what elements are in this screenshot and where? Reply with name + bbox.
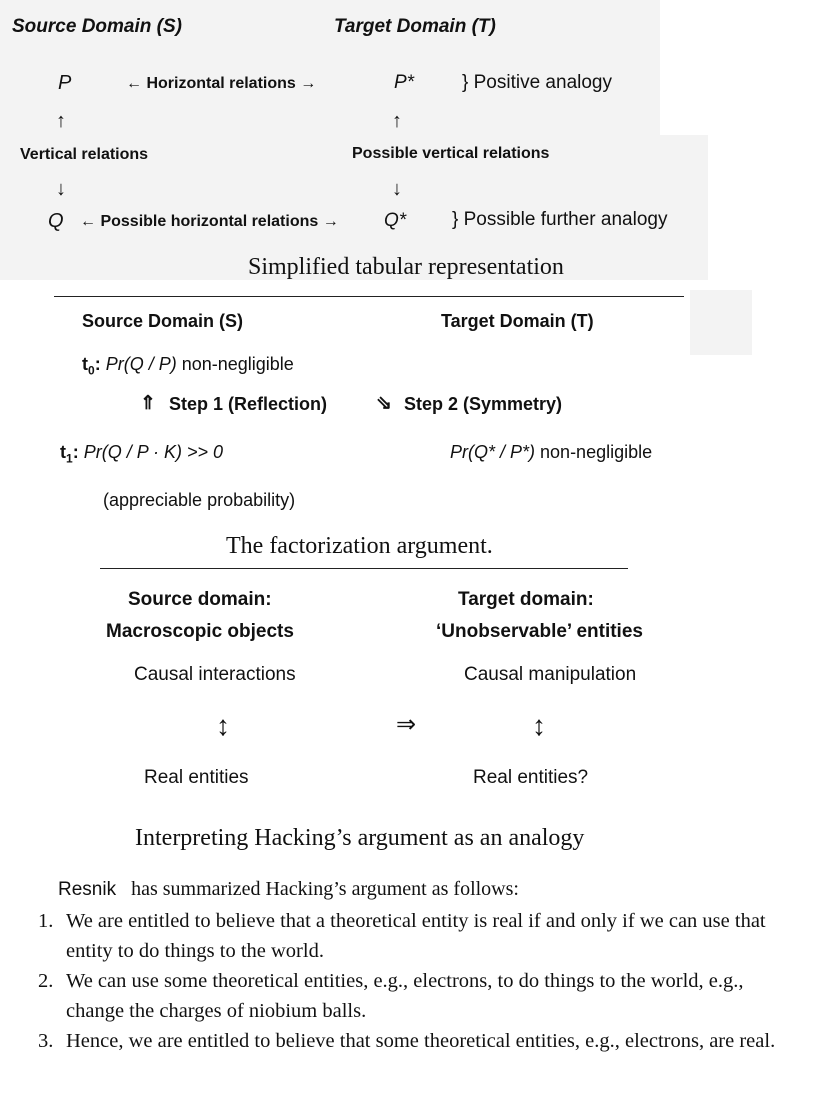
author-name: Resnik [58,879,117,900]
double-down-right-arrow-icon: ⇘ [376,393,392,414]
step1-reflection-label: Step 1 (Reflection) [169,394,328,414]
t0-expression: Pr(Q / P) [105,354,177,374]
p-star-term: P* [394,72,415,93]
vertical-relations-label: Vertical relations [20,146,149,163]
up-down-arrow-icon: ↕ [216,710,230,741]
source-domain-header: Source Domain (S) [82,311,244,331]
list-item-number: 3. [38,1030,54,1052]
argument-list [38,906,798,1056]
real-entities-question-label: Real entities? [473,767,589,788]
source-domain-header: Source Domain (S) [12,16,182,37]
list-item [38,1026,798,1056]
divider-line [54,296,684,297]
scan-shade-side [690,290,752,355]
horizontal-relations-label: ← Horizontal relations → [126,75,317,92]
possible-horizontal-relations-label: ← Possible horizontal relations → [80,213,339,230]
list-item-text: We are entitled to believe that a theoretical entity is real if and only if we can use that entity to do things to the world. [66,910,766,962]
caption-factorization-argument: The factorization argument. [226,533,493,559]
positive-analogy-label: } Positive analogy [462,72,612,93]
list-item [38,906,798,966]
caption-tabular-representation: Simplified tabular representation [248,254,564,280]
divider-line [100,568,628,569]
step2-symmetry-label: Step 2 (Symmetry) [404,394,563,414]
t1-label: t [60,442,66,462]
t0-label: t [82,354,88,374]
t0-statement: $t_0$: Pr(Q / P) non-negligible [82,354,294,378]
target-statement [450,442,652,463]
target-domain-header: Target Domain (T) [334,16,496,37]
list-item-number: 1. [38,910,54,932]
possible-vertical-relations-label: Possible vertical relations [352,145,550,162]
list-item-text: We can use some theoretical entities, e.g., electrons, to do things to the world, e.g., change the charges of niobium balls. [66,970,744,1022]
down-arrow-icon: ↓ [56,178,66,200]
t1-statement: $t_1$: Pr(Q / P · K) >> 0 [60,442,224,466]
summary-intro [58,878,519,901]
target-expression: Pr(Q* / P*) [450,442,536,462]
t0-subscript: 0 [88,363,95,378]
q-term: Q [48,210,64,232]
further-analogy-label: } Possible further analogy [452,209,668,230]
up-down-arrow-icon: ↕ [532,710,546,741]
source-domain-title: Source domain: [128,589,272,610]
list-item-number: 2. [38,970,54,992]
target-domain-header: Target Domain (T) [441,311,594,331]
t1-subscript: 1 [66,451,73,466]
down-arrow-icon: ↓ [392,178,402,200]
real-entities-label: Real entities [144,767,249,788]
causal-manipulation-label: Causal manipulation [464,664,637,685]
t1-expression: Pr(Q / P · K) >> 0 [83,442,224,462]
t0-qualifier: non-negligible [181,354,294,374]
appreciable-probability-note: (appreciable probability) [103,490,296,510]
causal-interactions-label: Causal interactions [134,664,296,685]
up-arrow-icon: ↑ [392,110,402,132]
list-item [38,966,798,1026]
up-arrow-icon: ↑ [56,110,66,132]
target-qualifier: non-negligible [540,442,653,462]
double-up-arrow-icon: ⇑ [140,393,156,414]
q-star-term: Q* [384,210,407,231]
macroscopic-objects-label: Macroscopic objects [106,621,294,642]
list-item-text: Hence, we are entitled to believe that some theoretical entities, e.g., electrons, are real. [66,1030,776,1052]
unobservable-entities-label: ‘Unobservable’ entities [436,621,643,642]
p-term: P [58,72,72,94]
target-domain-title: Target domain: [458,589,594,610]
implies-arrow-icon: ⇒ [396,711,417,738]
summary-intro-text: has summarized Hacking’s argument as follows: [131,878,519,900]
caption-hacking-analogy: Interpreting Hacking’s argument as an analogy [135,825,585,851]
